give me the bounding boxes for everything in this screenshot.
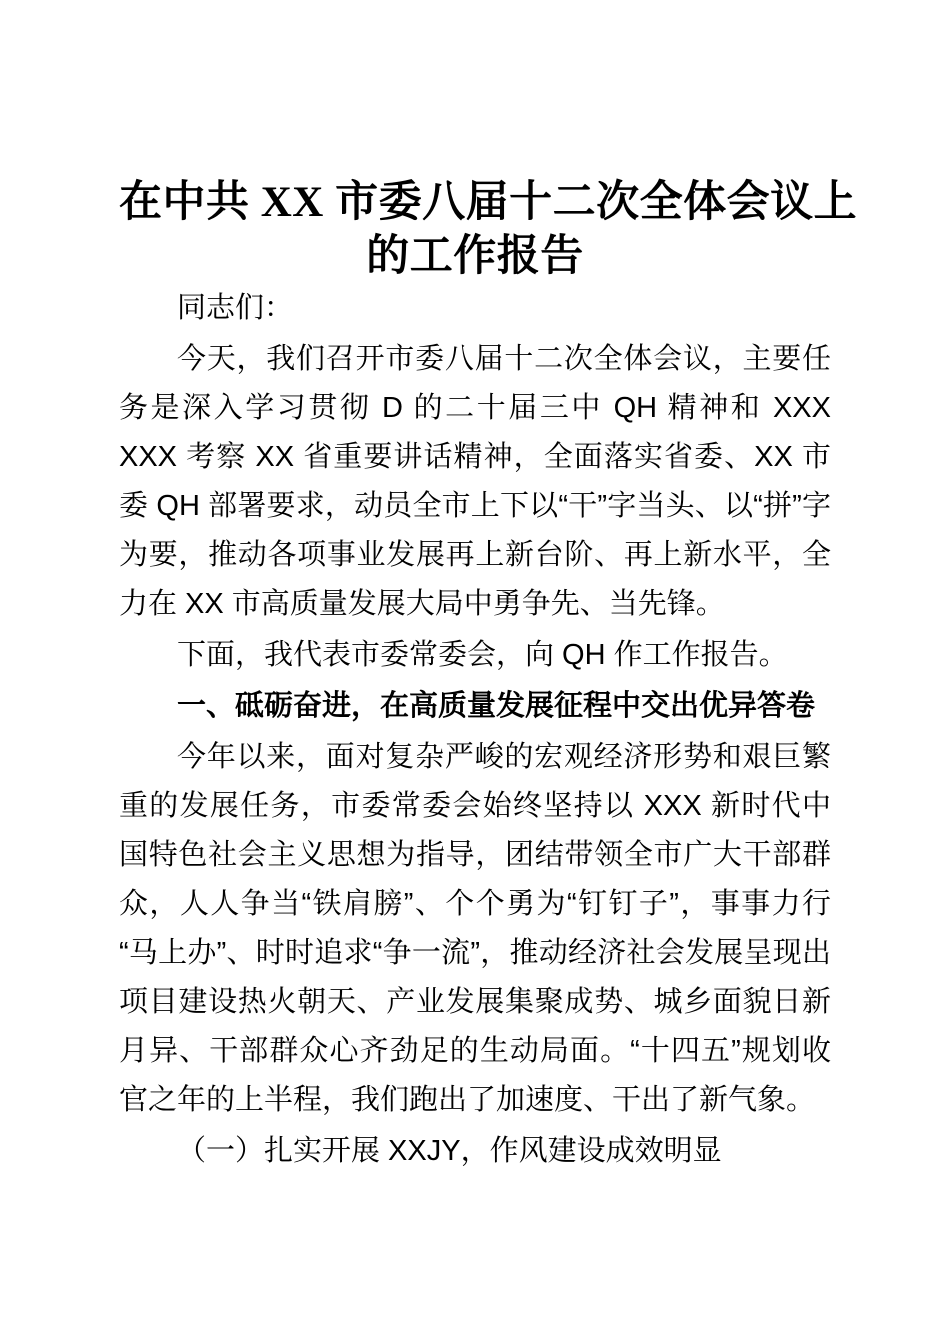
paragraph-section-1-overview: 今年以来，面对复杂严峻的宏观经济形势和艰巨繁重的发展任务，市委常委会始终坚持以 XXX 新时代中国特色社会主义思想为指导，团结带领全市广大干部群众，人人争当“铁肩膀”、个个勇为“钉钉子”，事事力行“马上办”、时时追求“争一流”，推动经济社会发展呈现出项目建设热火朝天、产业发展集聚成势、城乡面貌日新月异、干部群众心齐劲足的生动局面。“十四五”规划收官之年的上半程，我们跑出了加速度、干出了新气象。 xyxy=(119,741,831,1116)
document-title-line-1: 在中共 XX 市委八届十二次全体会议上 xyxy=(119,179,858,226)
paragraph-opening: 今天，我们召开市委八届十二次全体会议，主要任务是深入学习贯彻 D 的二十届三中 QH 精神和 XXX XXX 考察 XX 省重要讲话精神，全面落实省委、XX 市委 QH 部署要求，动员全市上下以“干”字当头、以“拼”字为要，推动各项事业发展再上新台阶、再上新水平，全力在 XX 市高质量发展大局中勇争先、当先锋。 xyxy=(119,343,831,620)
document-body xyxy=(119,284,831,1176)
greeting-line: 同志们： xyxy=(177,292,294,324)
document-title-line-2: 的工作报告 xyxy=(366,233,584,280)
subsection-heading-1-1: （一）扎实开展 XXJY，作风建设成效明显 xyxy=(177,1135,722,1167)
paragraph-report-intro: 下面，我代表市委常委会，向 QH 作工作报告。 xyxy=(177,639,788,671)
section-heading-1: 一、砥砺奋进，在高质量发展征程中交出优异答卷 xyxy=(177,690,816,722)
document-title xyxy=(119,176,858,284)
